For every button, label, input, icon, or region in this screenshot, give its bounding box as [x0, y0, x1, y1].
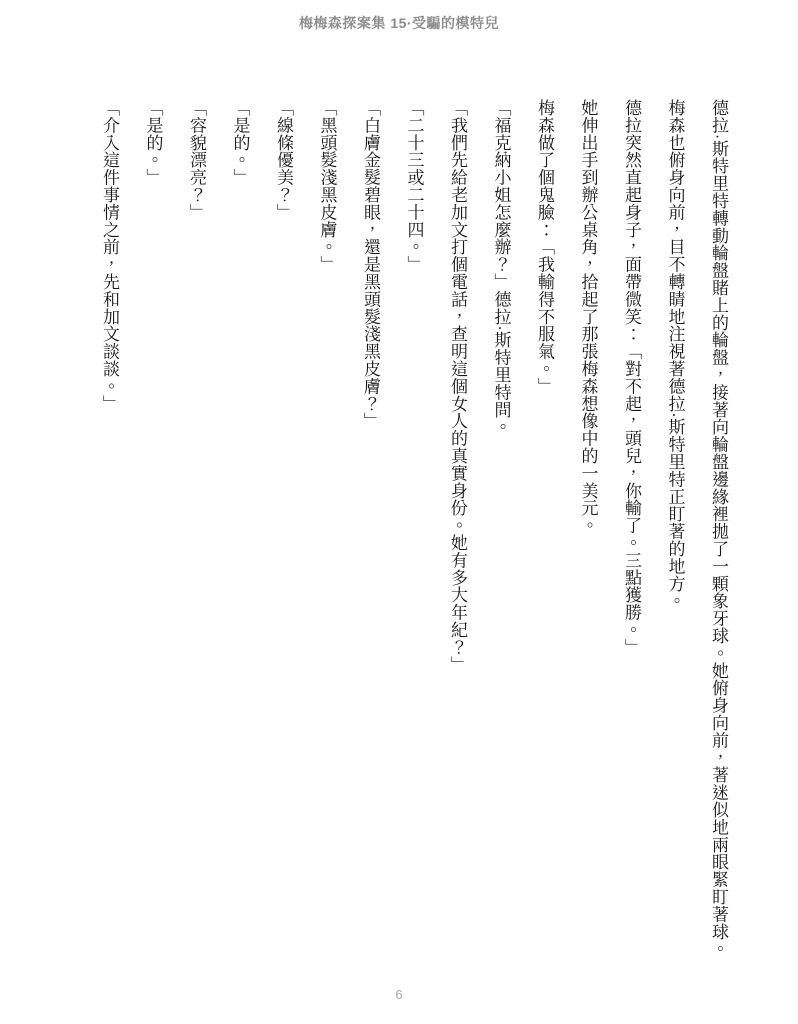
paragraph: 「二十三或二十四。」 [404, 99, 424, 273]
paragraph: 「我們先給老加文打個電話，查明這個女人的真實身份。她有多大年紀？」 [448, 99, 467, 674]
paragraph: 「福克納小姐怎麼辦？」德拉·斯特里特問。 [491, 99, 511, 436]
page-body [88, 99, 741, 981]
page-number: 6 [395, 987, 403, 1002]
page-footer [0, 987, 798, 1002]
paragraph: 梅森也俯身向前，目不轉睛地注視著德拉·斯特里特正盯著的地方。 [665, 99, 685, 610]
paragraph: 「白膚金髮碧眼，還是黑頭髮淺黑皮膚？」 [361, 99, 380, 430]
paragraph: 「黑頭髮淺黑皮膚。」 [317, 99, 337, 273]
paragraph: 梅森做了個鬼臉：「我輸得不服氣。」 [535, 99, 554, 395]
paragraph: 她伸出手到辦公桌角，拾起了那張梅森想像中的一美元。 [578, 99, 598, 534]
paragraph: 「是的。」 [143, 99, 163, 186]
paragraph: 「介入這件事情之前，先和加文談談。」 [100, 99, 119, 413]
paragraph: 「是的。」 [230, 99, 250, 186]
book-title: 梅梅森探案集 15·受騙的模特兒 [298, 15, 500, 31]
paragraph: 德拉突然直起身子，面帶微笑：「對不起，頭兒，你輸了。三點獲勝。」 [622, 99, 641, 656]
paragraph: 「線條優美？」 [274, 99, 293, 221]
paragraph: 德拉·斯特里特轉動輪盤賭上的輪盤，接著向輪盤邊緣裡拋了一顆象牙球。她俯身向前，著迷似地兩眼緊盯著球。 [709, 99, 728, 958]
running-header [0, 13, 798, 33]
paragraph: 「容貌漂亮？」 [187, 99, 206, 221]
